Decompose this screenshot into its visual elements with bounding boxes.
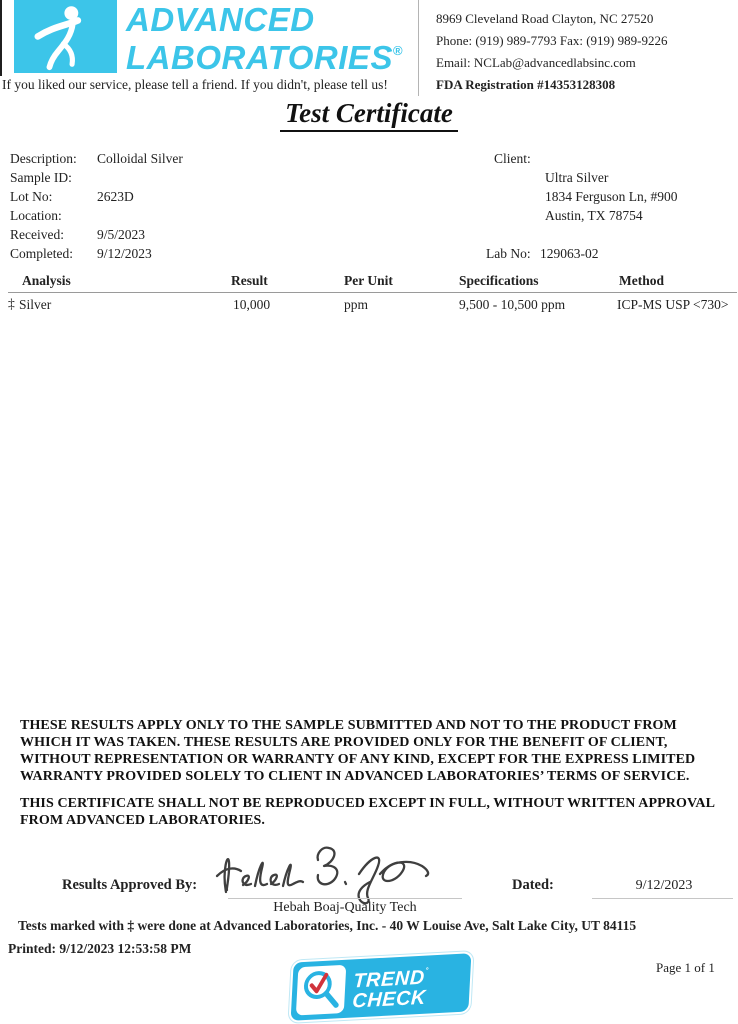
lab-no-label: Lab No: [486,246,531,261]
detail-value-completed: 9/12/2023 [97,246,152,261]
col-header-specifications: Specifications [459,273,539,288]
trend-tm-mark: ˚ [424,966,429,977]
cell-specifications: 9,500 - 10,500 ppm [459,297,566,312]
results-approved-by-label: Results Approved By: [62,877,198,893]
page-number: Page 1 of 1 [656,960,715,975]
detail-label-sample-id: Sample ID: [10,170,72,185]
detail-label-completed: Completed: [10,246,73,261]
detail-label-received: Received: [10,227,64,242]
client-address2: Austin, TX 78754 [545,208,643,223]
magnifier-check-icon [296,965,346,1016]
logo-line1: ADVANCED [126,1,315,38]
col-header-method: Method [619,273,664,288]
company-logo-text [126,1,404,76]
printed-timestamp: Printed: 9/12/2023 12:53:58 PM [8,941,192,956]
trend-check-wordmark [352,961,429,1011]
scan-edge-artifact [0,0,2,76]
detail-value-description: Colloidal Silver [97,151,183,166]
cell-per-unit: ppm [344,297,369,312]
service-tagline: If you liked our service, please tell a friend. If you didn't, please tell us! [2,77,388,92]
handwritten-signature [212,840,462,906]
title-wrap [0,98,738,132]
disclaimer-paragraph-1: THESE RESULTS APPLY ONLY TO THE SAMPLE SUBMITTED AND NOT TO THE PRODUCT FROM WHICH IT WAS TAKEN. THESE RESULTS ARE PROVIDED ONLY FOR THE BENEFIT OF CLIENT, WITHOUT REPRESENTATION OR WARRANTY OF ANY KIND, EXCEPT FOR THE EXPRESS LIMITED WARRANTY PROVIDED SOLELY TO CLIENT IN ADVANCED LABORATORIES’ TERMS OF SERVICE. [20,718,696,784]
tests-marked-note: Tests marked with ‡ were done at Advanced Laboratories, Inc. - 40 W Louise Ave, Salt Lake City, UT 84115 [18,918,637,933]
fda-registration: FDA Registration #14353128308 [436,77,616,92]
detail-value-received: 9/5/2023 [97,227,146,242]
client-label: Client: [494,151,531,166]
row-marker: ‡ [8,296,15,311]
logo-line2: LABORATORIES [126,39,393,76]
table-header-rule [8,292,737,293]
detail-label-location: Location: [10,208,62,223]
running-person-icon [14,0,117,73]
col-header-analysis: Analysis [22,273,71,288]
cell-result: 10,000 [233,297,271,312]
lab-contact-block [436,8,736,96]
signer-name: Hebah Boaj-Quality Tech [273,900,417,915]
client-name: Ultra Silver [545,170,609,185]
client-address1: 1834 Ferguson Ln, #900 [545,189,678,204]
registered-mark: ® [392,43,404,58]
lab-address: 8969 Cleveland Road Clayton, NC 27520 [436,11,654,26]
detail-label-description: Description: [10,151,77,166]
detail-value-lot-no: 2623D [97,189,134,204]
header-divider-line [418,0,419,96]
signature-line [228,898,462,899]
trend-word: TREND [352,966,426,993]
disclaimer-paragraph-2: THIS CERTIFICATE SHALL NOT BE REPRODUCED EXCEPT IN FULL, WITHOUT WRITTEN APPROVAL FROM ADVANCED LABORATORIES. [20,796,715,828]
dated-value: 9/12/2023 [635,878,693,893]
col-header-per-unit: Per Unit [344,273,393,288]
dated-line [592,898,733,899]
page-title: Test Certificate [280,98,458,132]
lab-no-value: 129063-02 [540,246,599,261]
company-logo-mark [14,0,117,73]
detail-label-lot-no: Lot No: [10,189,53,204]
check-word: CHECK [351,986,427,1013]
cell-method: ICP-MS USP <730> [617,297,729,312]
dated-label: Dated: [512,877,554,893]
lab-phone-fax: Phone: (919) 989-7793 Fax: (919) 989-9226 [436,33,668,48]
trend-check-logo [291,953,472,1021]
lab-email: Email: NCLab@advancedlabsinc.com [436,55,636,70]
cell-analysis: Silver [19,297,52,312]
col-header-result: Result [231,273,268,288]
